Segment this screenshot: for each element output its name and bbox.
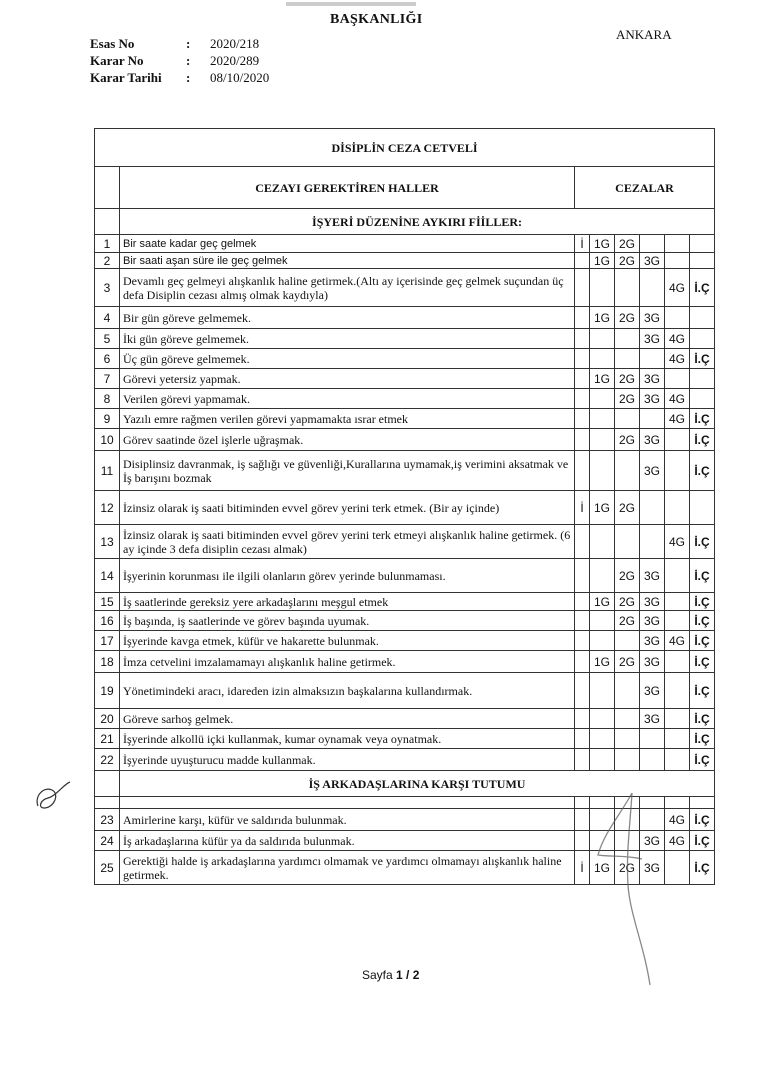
row-description: Devamlı geç gelmeyi alışkanlık haline getirmek.(Altı ay içerisinde geç gelmek suçundan üç defa Disiplin cezası almış olmak kaydıyla) — [120, 269, 575, 307]
penalty-cell — [575, 451, 590, 491]
row-number: 15 — [95, 593, 120, 611]
penalty-cell: İ.Ç — [690, 349, 715, 369]
penalty-cell — [575, 389, 590, 409]
penalty-cell: 1G — [590, 307, 615, 329]
penalty-cell — [575, 369, 590, 389]
penalty-cell: 3G — [640, 329, 665, 349]
section-blank — [95, 209, 120, 235]
row-number: 21 — [95, 729, 120, 749]
penalty-cell: İ.Ç — [690, 709, 715, 729]
penalty-cell — [665, 611, 690, 631]
penalty-cell — [665, 451, 690, 491]
penalty-cell: 4G — [665, 525, 690, 559]
section-title: İŞ ARKADAŞLARINA KARŞI TUTUMU — [120, 771, 715, 797]
penalty-cell — [590, 611, 615, 631]
penalty-cell — [615, 269, 640, 307]
penalty-cell — [590, 349, 615, 369]
section-blank — [95, 771, 120, 797]
table-row — [95, 525, 715, 559]
penalty-cell: 2G — [615, 369, 640, 389]
table-row — [95, 269, 715, 307]
penalty-cell: 1G — [590, 369, 615, 389]
penalty-cell — [615, 673, 640, 709]
penalty-cell: 2G — [615, 235, 640, 253]
table-row — [95, 349, 715, 369]
spacer-cell — [690, 797, 715, 809]
penalty-cell: 2G — [615, 491, 640, 525]
penalty-cell: 3G — [640, 389, 665, 409]
penalty-cell — [665, 253, 690, 269]
row-number: 14 — [95, 559, 120, 593]
penalty-cell: 2G — [615, 307, 640, 329]
penalty-cell: 4G — [665, 269, 690, 307]
table-row — [95, 389, 715, 409]
penalty-cell — [615, 749, 640, 771]
penalty-cell — [575, 349, 590, 369]
penalty-cell — [690, 491, 715, 525]
meta-sep: : — [186, 70, 191, 85]
penalty-cell — [665, 235, 690, 253]
penalty-cell — [575, 749, 590, 771]
row-number: 11 — [95, 451, 120, 491]
penalty-cell — [575, 673, 590, 709]
penalty-cell — [590, 451, 615, 491]
penalty-cell — [640, 749, 665, 771]
table-row — [95, 593, 715, 611]
penalty-cell — [640, 269, 665, 307]
penalty-cell — [665, 651, 690, 673]
penalty-cell: 4G — [665, 329, 690, 349]
penalty-cell — [690, 329, 715, 349]
row-number: 2 — [95, 253, 120, 269]
penalty-cell: 3G — [640, 253, 665, 269]
penalty-cell: 3G — [640, 429, 665, 451]
row-description: İki gün göreve gelmemek. — [120, 329, 575, 349]
penalty-cell: İ.Ç — [690, 611, 715, 631]
row-description: Göreve sarhoş gelmek. — [120, 709, 575, 729]
penalty-cell: 3G — [640, 831, 665, 851]
penalty-cell — [590, 389, 615, 409]
penalty-cell: 4G — [665, 809, 690, 831]
penalty-cell — [590, 559, 615, 593]
row-description: İş arkadaşlarına küfür ya da saldırıda bulunmak. — [120, 831, 575, 851]
table-title: DİSİPLİN CEZA CETVELİ — [95, 129, 715, 167]
row-description: Bir saati aşan süre ile geç gelmek — [120, 253, 575, 269]
penalty-cell: 2G — [615, 851, 640, 885]
table-row — [95, 429, 715, 451]
penalty-cell — [575, 709, 590, 729]
row-description: İzinsiz olarak iş saati bitiminden evvel görev yerini terk etmeyi alışkanlık haline getirmek. (6 ay içinde 3 defa disiplin cezası almak) — [120, 525, 575, 559]
page-footer — [362, 968, 419, 982]
table-row — [95, 673, 715, 709]
col-cezalar-header: CEZALAR — [575, 167, 715, 209]
penalty-cell — [590, 409, 615, 429]
penalty-cell: 3G — [640, 307, 665, 329]
row-description: İzinsiz olarak iş saati bitiminden evvel görev yerini terk etmek. (Bir ay içinde) — [120, 491, 575, 525]
penalty-cell — [690, 307, 715, 329]
table-row — [95, 329, 715, 349]
penalty-cell: İ.Ç — [690, 729, 715, 749]
row-number: 13 — [95, 525, 120, 559]
penalty-cell — [615, 349, 640, 369]
penalty-cell — [615, 709, 640, 729]
penalty-cell — [690, 253, 715, 269]
penalty-cell — [615, 409, 640, 429]
penalty-cell — [590, 329, 615, 349]
row-number: 16 — [95, 611, 120, 631]
penalty-cell — [640, 729, 665, 749]
col-haller-header: CEZAYI GEREKTİREN HALLER — [120, 167, 575, 209]
row-description: Bir gün göreve gelmemek. — [120, 307, 575, 329]
row-number: 24 — [95, 831, 120, 851]
row-number: 20 — [95, 709, 120, 729]
penalty-cell — [575, 559, 590, 593]
penalty-cell: 1G — [590, 851, 615, 885]
row-number: 18 — [95, 651, 120, 673]
office-title: BAŞKANLIĞI — [330, 12, 423, 27]
discipline-penalty-table — [94, 128, 715, 885]
penalty-cell: İ.Ç — [690, 269, 715, 307]
meta-value: 2020/289 — [210, 53, 260, 68]
penalty-cell: 3G — [640, 593, 665, 611]
row-description: Yazılı emre rağmen verilen görevi yapmamakta ısrar etmek — [120, 409, 575, 429]
penalty-cell: 1G — [590, 593, 615, 611]
meta-sep: : — [186, 36, 191, 51]
page-number: 1 / 2 — [396, 968, 420, 982]
penalty-cell: 3G — [640, 369, 665, 389]
penalty-cell — [575, 809, 590, 831]
case-meta — [90, 35, 269, 86]
penalty-cell — [575, 429, 590, 451]
row-description: İş başında, iş saatlerinde ve görev başında uyumak. — [120, 611, 575, 631]
penalty-cell: 1G — [590, 651, 615, 673]
row-description: İmza cetvelini imzalamamayı alışkanlık haline getirmek. — [120, 651, 575, 673]
penalty-cell — [575, 307, 590, 329]
meta-row-karar — [90, 52, 269, 69]
penalty-cell — [615, 451, 640, 491]
row-description: Görevi yetersiz yapmak. — [120, 369, 575, 389]
penalty-cell: İ.Ç — [690, 809, 715, 831]
penalty-cell — [640, 525, 665, 559]
penalty-cell — [615, 329, 640, 349]
penalty-cell: İ.Ç — [690, 673, 715, 709]
row-description: İş saatlerinde gereksiz yere arkadaşlarını meşgul etmek — [120, 593, 575, 611]
penalty-cell — [665, 491, 690, 525]
handwritten-initial — [30, 778, 74, 818]
row-description: Verilen görevi yapmamak. — [120, 389, 575, 409]
table-row — [95, 729, 715, 749]
penalty-cell — [575, 611, 590, 631]
penalty-cell — [665, 749, 690, 771]
page-label: Sayfa — [362, 968, 397, 982]
penalty-cell — [640, 491, 665, 525]
row-number: 25 — [95, 851, 120, 885]
penalty-cell — [590, 749, 615, 771]
penalty-cell: 3G — [640, 631, 665, 651]
row-description: Görev saatinde özel işlerle uğraşmak. — [120, 429, 575, 451]
meta-label: Esas No — [90, 36, 135, 51]
penalty-cell — [575, 593, 590, 611]
penalty-cell — [690, 389, 715, 409]
handwritten-signature-mark — [590, 785, 670, 1005]
penalty-cell — [665, 307, 690, 329]
row-number: 19 — [95, 673, 120, 709]
penalty-cell — [575, 253, 590, 269]
penalty-cell: İ.Ç — [690, 651, 715, 673]
table-row — [95, 491, 715, 525]
penalty-cell — [665, 559, 690, 593]
header-blank — [95, 167, 120, 209]
table-row — [95, 235, 715, 253]
penalty-cell: 2G — [615, 611, 640, 631]
penalty-cell: İ.Ç — [690, 631, 715, 651]
penalty-cell — [590, 631, 615, 651]
table-row — [95, 307, 715, 329]
penalty-cell — [575, 831, 590, 851]
penalty-cell — [665, 729, 690, 749]
row-number: 6 — [95, 349, 120, 369]
meta-row-tarih — [90, 69, 269, 86]
meta-value: 2020/218 — [210, 36, 260, 51]
penalty-cell — [575, 631, 590, 651]
penalty-cell — [590, 429, 615, 451]
spacer-cell — [575, 797, 590, 809]
table-title-row — [95, 129, 715, 167]
table-row — [95, 749, 715, 771]
penalty-cell — [590, 269, 615, 307]
row-description: İşyerinde alkollü içki kullanmak, kumar oynamak veya oynatmak. — [120, 729, 575, 749]
row-description: Gerektiği halde iş arkadaşlarına yardımcı olmamak ve yardımcı olmamayı alışkanlık haline getirmek. — [120, 851, 575, 885]
penalty-cell — [575, 729, 590, 749]
penalty-cell: 3G — [640, 673, 665, 709]
table-row — [95, 451, 715, 491]
penalty-cell — [615, 729, 640, 749]
row-number: 3 — [95, 269, 120, 307]
penalty-cell: 2G — [615, 593, 640, 611]
column-header-row — [95, 167, 715, 209]
penalty-cell: 2G — [615, 651, 640, 673]
meta-sep: : — [186, 53, 191, 68]
penalty-cell — [640, 409, 665, 429]
row-description: İşyerinin korunması ile ilgili olanların görev yerinde bulunmaması. — [120, 559, 575, 593]
penalty-cell — [640, 349, 665, 369]
city-name: ANKARA — [616, 27, 672, 42]
penalty-cell: 2G — [615, 559, 640, 593]
penalty-cell — [690, 235, 715, 253]
penalty-cell — [590, 673, 615, 709]
penalty-cell — [640, 235, 665, 253]
penalty-cell: İ.Ç — [690, 593, 715, 611]
row-number: 23 — [95, 809, 120, 831]
penalty-cell — [615, 631, 640, 651]
penalty-cell: 4G — [665, 389, 690, 409]
penalty-cell — [665, 709, 690, 729]
meta-row-esas — [90, 35, 269, 52]
row-number: 12 — [95, 491, 120, 525]
penalty-cell: 2G — [615, 253, 640, 269]
penalty-cell — [575, 269, 590, 307]
penalty-cell: İ.Ç — [690, 429, 715, 451]
penalty-cell: İ.Ç — [690, 559, 715, 593]
penalty-cell: 3G — [640, 851, 665, 885]
penalty-cell — [665, 429, 690, 451]
penalty-cell: 3G — [640, 651, 665, 673]
penalty-cell — [575, 525, 590, 559]
penalty-cell: İ.Ç — [690, 851, 715, 885]
penalty-cell: İ — [575, 235, 590, 253]
penalty-cell: 4G — [665, 831, 690, 851]
row-number: 17 — [95, 631, 120, 651]
penalty-cell: İ.Ç — [690, 409, 715, 429]
section-title: İŞYERİ DÜZENİNE AYKIRI FİİLLER: — [120, 209, 715, 235]
spacer-cell — [120, 797, 575, 809]
row-number: 7 — [95, 369, 120, 389]
row-description: Amirlerine karşı, küfür ve saldırıda bulunmak. — [120, 809, 575, 831]
penalty-cell: İ — [575, 851, 590, 885]
penalty-cell: 4G — [665, 349, 690, 369]
penalty-cell — [665, 673, 690, 709]
penalty-cell: 3G — [640, 559, 665, 593]
table-row — [95, 631, 715, 651]
section-row — [95, 209, 715, 235]
penalty-cell — [575, 409, 590, 429]
penalty-cell: 4G — [665, 409, 690, 429]
penalty-cell: 1G — [590, 235, 615, 253]
penalty-cell: 1G — [590, 491, 615, 525]
row-description: Üç gün göreve gelmemek. — [120, 349, 575, 369]
row-number: 10 — [95, 429, 120, 451]
row-description: Bir saate kadar geç gelmek — [120, 235, 575, 253]
spacer-cell — [95, 797, 120, 809]
penalty-cell: İ — [575, 491, 590, 525]
row-number: 5 — [95, 329, 120, 349]
penalty-cell: 3G — [640, 709, 665, 729]
table-row — [95, 611, 715, 631]
penalty-cell: İ.Ç — [690, 451, 715, 491]
penalty-cell: 3G — [640, 451, 665, 491]
row-description: Yönetimindeki aracı, idareden izin almaksızın başkalarına kullandırmak. — [120, 673, 575, 709]
meta-value: 08/10/2020 — [210, 70, 270, 85]
row-number: 9 — [95, 409, 120, 429]
penalty-cell: İ.Ç — [690, 831, 715, 851]
table-row — [95, 559, 715, 593]
table-row — [95, 709, 715, 729]
row-description: İşyerinde uyuşturucu madde kullanmak. — [120, 749, 575, 771]
penalty-cell — [590, 729, 615, 749]
meta-label: Karar Tarihi — [90, 70, 162, 85]
table-row — [95, 651, 715, 673]
penalty-cell: 2G — [615, 389, 640, 409]
penalty-cell: İ.Ç — [690, 749, 715, 771]
penalty-cell — [665, 369, 690, 389]
row-description: Disiplinsiz davranmak, iş sağlığı ve güvenliği,Kurallarına uymamak,iş verimini aksatmak ve İş barışını bozmak — [120, 451, 575, 491]
table-row — [95, 369, 715, 389]
table-row — [95, 253, 715, 269]
penalty-cell — [575, 651, 590, 673]
penalty-cell — [690, 369, 715, 389]
penalty-cell — [665, 593, 690, 611]
penalty-cell — [590, 709, 615, 729]
penalty-cell: 1G — [590, 253, 615, 269]
penalty-cell — [615, 525, 640, 559]
table-row — [95, 409, 715, 429]
penalty-cell: 3G — [640, 611, 665, 631]
penalty-cell: 4G — [665, 631, 690, 651]
penalty-cell: 2G — [615, 429, 640, 451]
row-description: İşyerinde kavga etmek, küfür ve hakarette bulunmak. — [120, 631, 575, 651]
penalty-cell — [590, 525, 615, 559]
meta-label: Karar No — [90, 53, 144, 68]
penalty-cell — [575, 329, 590, 349]
row-number: 22 — [95, 749, 120, 771]
row-number: 1 — [95, 235, 120, 253]
penalty-cell: İ.Ç — [690, 525, 715, 559]
row-number: 8 — [95, 389, 120, 409]
row-number: 4 — [95, 307, 120, 329]
header-top-fragment — [286, 2, 416, 6]
